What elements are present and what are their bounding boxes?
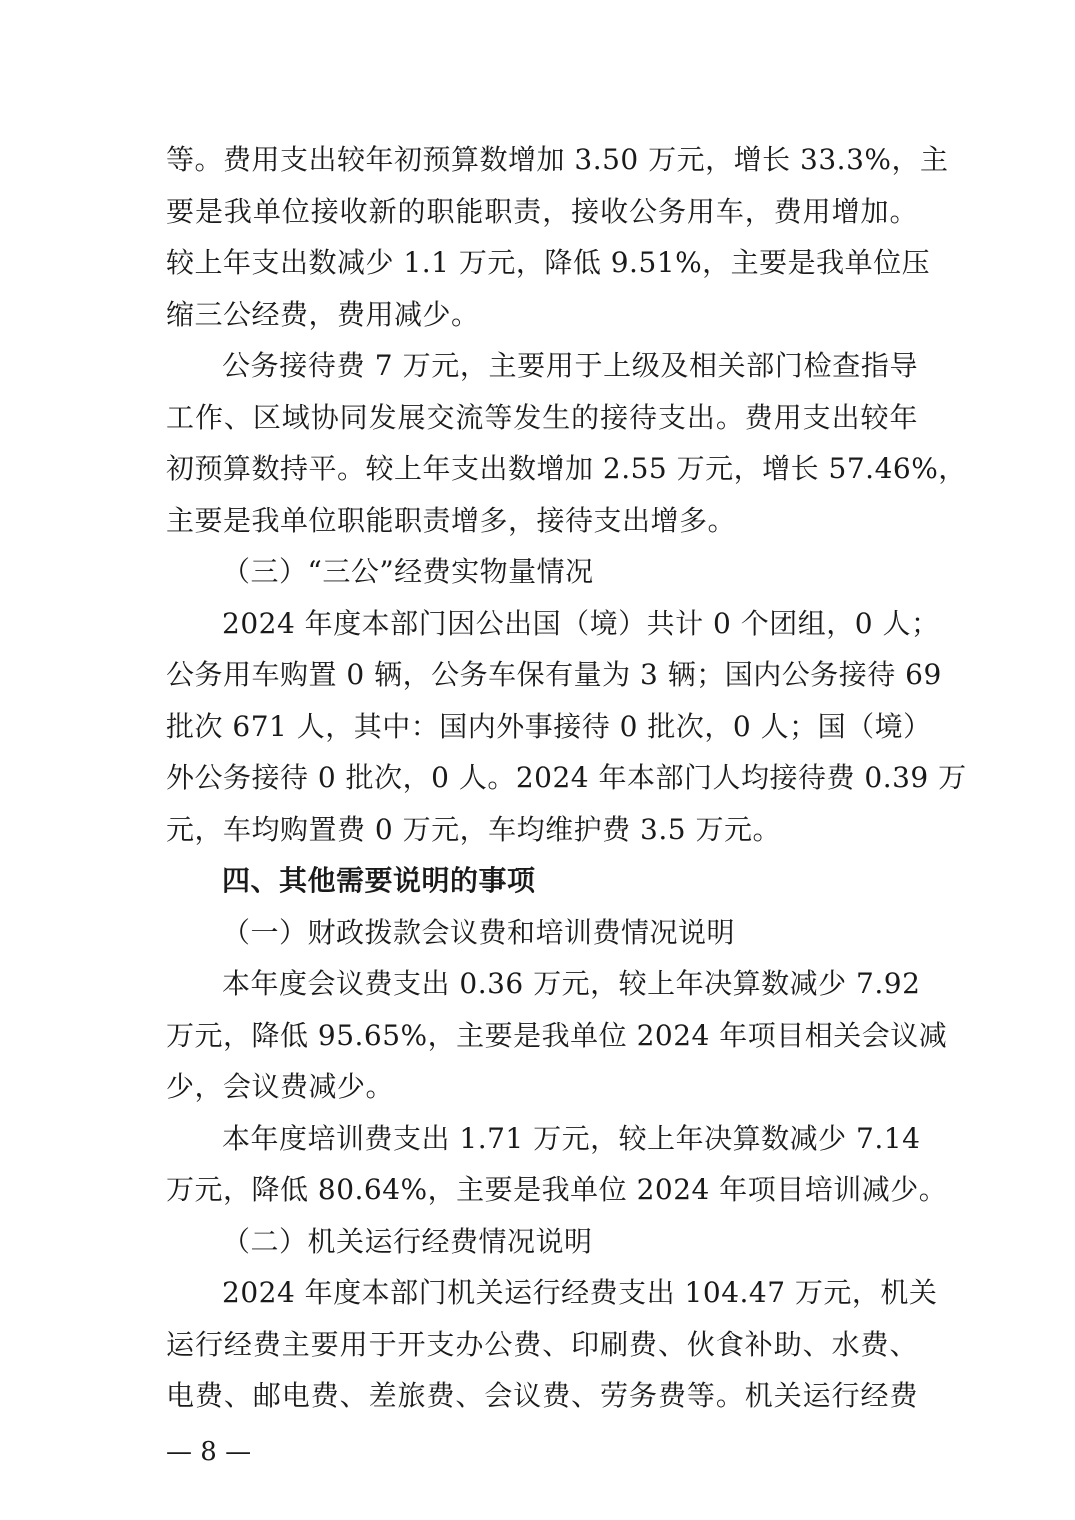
text-line: 等。费用支出较年初预算数增加 3.50 万元，增长 33.3%，主 [166, 143, 949, 176]
text-line: 较上年支出数减少 1.1 万元，降低 9.51%，主要是我单位压 [166, 246, 931, 279]
text-line: 2024 年度本部门因公出国（境）共计 0 个团组，0 人； [222, 606, 940, 640]
text-line: 本年度培训费支出 1.71 万元，较上年决算数减少 7.14 [222, 1121, 921, 1155]
text-line: 公务用车购置 0 辆，公务车保有量为 3 辆；国内公务接待 69 [166, 658, 942, 691]
text-line: 批次 671 人，其中：国内外事接待 0 批次，0 人；国（境） [166, 709, 932, 743]
document-body [166, 134, 967, 1422]
page-number: — 8 — [166, 1437, 252, 1467]
text-line: 主要是我单位职能职责增多，接待支出增多。 [166, 503, 737, 537]
text-line: 公务接待费 7 万元，主要用于上级及相关部门检查指导 [222, 349, 918, 382]
text-line: 少，会议费减少。 [166, 1070, 395, 1103]
text-line: 万元，降低 95.65%，主要是我单位 2024 年项目相关会议减 [166, 1018, 948, 1052]
text-line: 缩三公经费，费用减少。 [166, 297, 480, 331]
text-line: 要是我单位接收新的职能职责，接收公务用车，费用增加。 [166, 194, 918, 228]
text-line: 外公务接待 0 批次，0 人。2024 年本部门人均接待费 0.39 万 [166, 761, 967, 794]
text-line: 本年度会议费支出 0.36 万元，较上年决算数减少 7.92 [222, 967, 921, 1000]
text-line: 万元，降低 80.64%，主要是我单位 2024 年项目培训减少。 [166, 1173, 948, 1206]
section-subheading: （一）财政拨款会议费和培训费情况说明 [222, 915, 736, 949]
text-line: 工作、区域协同发展交流等发生的接待支出。费用支出较年 [166, 400, 918, 434]
text-line: 元，车均购置费 0 万元，车均维护费 3.5 万元。 [166, 812, 781, 846]
text-line: 电费、邮电费、差旅费、会议费、劳务费等。机关运行经费 [166, 1379, 918, 1412]
text-line: 运行经费主要用于开支办公费、印刷费、伙食补助、水费、 [166, 1327, 918, 1361]
text-line: 初预算数持平。较上年支出数增加 2.55 万元，增长 57.46%， [166, 452, 967, 485]
text-line: 2024 年度本部门机关运行经费支出 104.47 万元，机关 [222, 1276, 938, 1309]
section-subheading: （三）“三公”经费实物量情况 [222, 555, 594, 588]
section-subheading: （二）机关运行经费情况说明 [222, 1224, 593, 1258]
section-heading: 四、其他需要说明的事项 [222, 864, 536, 897]
